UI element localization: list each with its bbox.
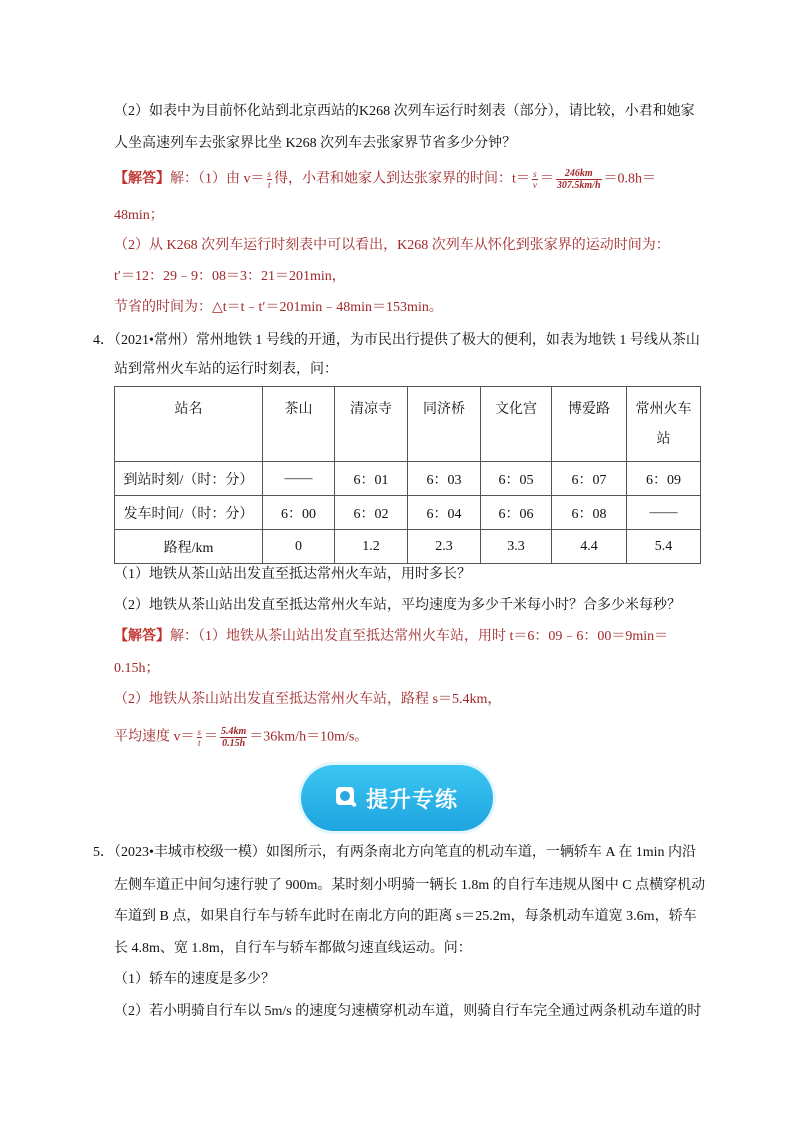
frac-den: t [198,738,201,748]
q3-ans1-pre: （1）由 v＝ [198,171,265,187]
q5-line-3: 车道到 B 点，如果自行车与轿车此时在南北方向的距离 s＝25.2m，每条机动车道宽 3.6m，轿车 [114,909,697,924]
table-cell: 6：05 [481,462,552,496]
section-badge [301,765,493,831]
q3-line-1: （2）如表中为目前怀化站到北京西站的K268 次列车运行时刻表（部分），请比较，小君和她家 [114,104,695,119]
q4-answer-line-1 [114,627,668,647]
table-cell: —— [263,462,335,496]
q3-ans1-mid: 得，小君和她家人到达张家界的时间：t＝ [274,171,530,187]
table-cell: 2.3 [408,530,481,564]
q4-ans1: 解：（1）地铁从茶山站出发直至抵达常州火车站，用时 t＝6：09﹣6：00＝9min＝ [170,629,669,644]
fraction-distance-over-speed [556,168,602,191]
table-cell: 到站时刻/（时：分） [115,462,263,496]
table-cell: 6：07 [552,462,627,496]
q4-line-1: 4．（2021•常州）常州地铁 1 号线的开通，为市民出行提供了极大的便利，如表为地铁 1 号线从茶山 [93,333,700,348]
fraction-s-over-v [532,169,538,190]
q4-ans3-post: ＝36km/h＝10m/s。 [249,729,369,745]
table-row [115,496,701,530]
frac-num: s [197,727,202,737]
table-cell: 6：06 [481,496,552,530]
table-cell: —— [627,496,701,530]
q4-sub-question-1: （1）地铁从茶山站出发直至抵达常州火车站，用时多长？ [114,567,471,582]
table-cell: 路程/km [115,530,263,564]
table-cell: 6：01 [335,462,408,496]
fraction-s-over-t [197,727,203,748]
metro-timetable [114,386,701,564]
frac-num: s [533,169,537,179]
table-header-cell: 同济桥 [408,387,481,462]
q3-answer-line-1-cont: 48min； [114,208,164,223]
q5-line-2: 左侧车道正中间匀速行驶了 900m。某时刻小明骑一辆长 1.8m 的自行车违规从图中 C 点横穿机动 [114,878,706,893]
frac-den: 0.15h [222,738,246,749]
q5-line-1: 5．（2023•丰城市校级一模）如图所示，有两条南北方向笔直的机动车道，一辆轿车 A 在 1min 内沿 [93,845,697,860]
table-cell: 1.2 [335,530,408,564]
q4-ans3-eq: ＝ [204,729,219,745]
table-header-cell: 博爱路 [552,387,627,462]
frac-den: t [268,180,271,190]
fraction-distance-over-time [220,726,247,749]
q4-ans3-pre: 平均速度 v＝ [114,729,195,745]
section-badge-label: 提升专练 [365,787,458,813]
frac-num: 5.4km [221,726,247,737]
q4-sub-question-2: （2）地铁从茶山站出发直至抵达常州火车站，平均速度为多少千米每小时？合多少米每秒？ [114,598,681,613]
table-header-cell: 茶山 [263,387,335,462]
q3-answer-line-1 [114,168,656,191]
q3-ans1-eq: ＝ [539,171,554,187]
answer-tag: 【解答】 [114,171,170,187]
table-cell: 5.4 [627,530,701,564]
table-header-cell: 清凉寺 [335,387,408,462]
table-row [115,530,701,564]
table-cell: 6：04 [408,496,481,530]
frac-den: 307.5km/h [556,180,601,191]
q3-answer-line-4: 节省的时间为：△t＝t﹣t′＝201min﹣48min＝153min。 [114,300,443,315]
table-row [115,462,701,496]
table-cell: 6：09 [627,462,701,496]
q4-line-2: 站到常州火车站的运行时刻表，问： [114,362,338,377]
answer-tag: 【解答】 [114,629,170,644]
q4-answer-line-2: （2）地铁从茶山站出发直至抵达常州火车站，路程 s＝5.4km， [114,692,502,707]
q5-sub-question-1: （1）轿车的速度是多少？ [114,972,275,987]
table-cell: 6：00 [263,496,335,530]
table-header-cell: 站名 [115,387,263,462]
frac-num: s [267,169,272,179]
table-cell: 4.4 [552,530,627,564]
q4-answer-line-1-cont: 0.15h； [114,661,160,676]
frac-num: 246km [556,168,602,180]
frac-den: v [532,180,537,190]
q5-line-4: 长 4.8m、宽 1.8m，自行车与轿车都做匀速直线运动。问： [114,941,472,956]
answer-jie: 解： [170,171,198,187]
table-header-cell: 文化宫 [481,387,552,462]
q3-answer-line-2: （2）从 K268 次列车运行时刻表中可以看出，K268 次列车从怀化到张家界的运动时间为： [114,238,670,253]
table-cell: 6：03 [408,462,481,496]
table-cell: 6：08 [552,496,627,530]
q3-answer-line-3: t′＝12：29﹣9：08＝3：21＝201min， [114,269,346,284]
table-cell: 6：02 [335,496,408,530]
q5-sub-question-2: （2）若小明骑自行车以 5m/s 的速度匀速横穿机动车道，则骑自行车完全通过两条机动车道的时 [114,1004,702,1019]
table-cell: 发车时间/（时：分） [115,496,263,530]
fraction-s-over-t [267,169,273,190]
table-header-cell: 常州火车站 [627,387,701,462]
table-cell: 0 [263,530,335,564]
q4-answer-line-3 [114,726,368,749]
table-header-row [115,387,701,462]
q3-line-2: 人坐高速列车去张家界比坐 K268 次列车去张家界节省多少分钟？ [114,136,517,151]
table-cell: 3.3 [481,530,552,564]
search-bubble-icon [336,787,358,809]
q3-ans1-post: ＝0.8h＝ [603,171,657,187]
